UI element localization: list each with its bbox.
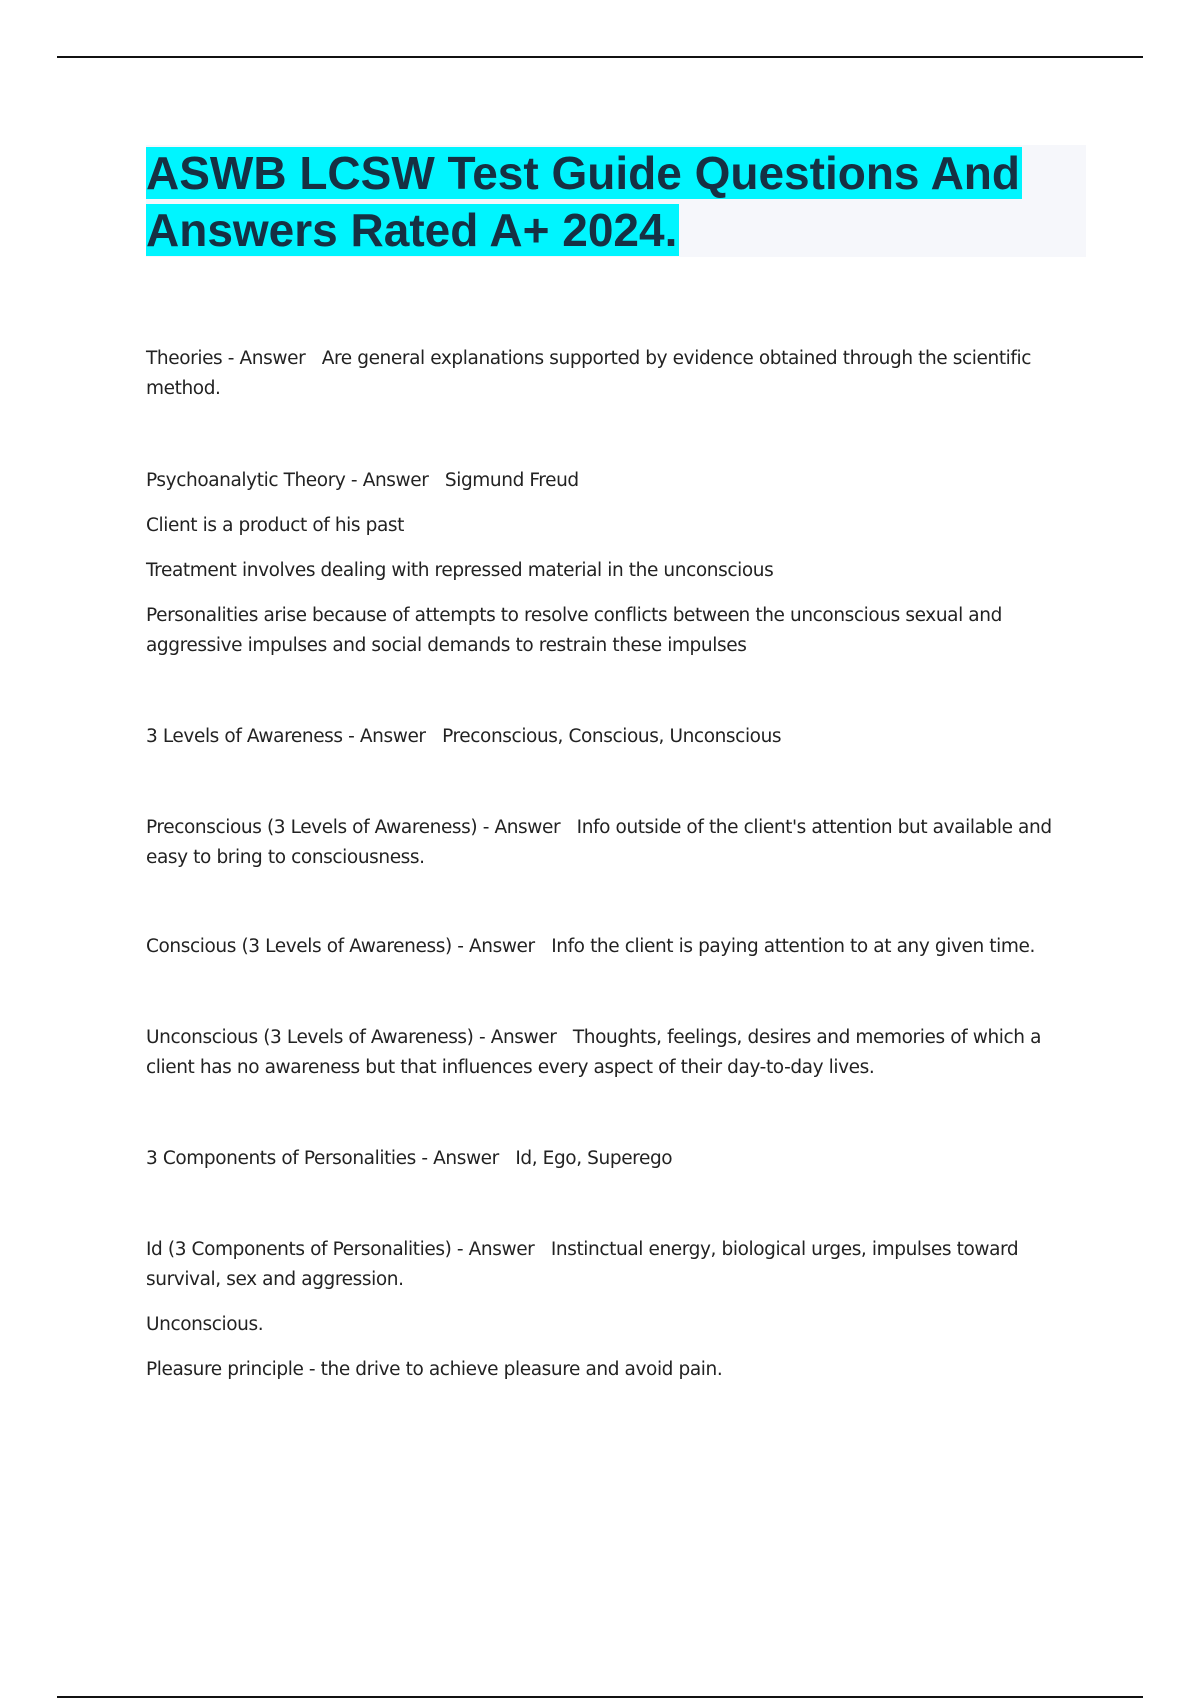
qa-entry-components-of-personalities	[146, 1144, 1066, 1174]
top-rule	[57, 56, 1143, 58]
note-line-pleasure-principle: Pleasure principle - the drive to achieve pleasure and avoid pain.	[146, 1359, 723, 1380]
title-line-2: Answers Rated A+ 2024.	[146, 204, 678, 256]
entry-separator: - Answer	[342, 726, 443, 747]
entry-separator: - Answer	[473, 1027, 573, 1048]
entry-answer: Preconscious, Conscious, Unconscious	[442, 726, 782, 747]
note-line-past: Client is a product of his past	[146, 515, 405, 536]
entry-term: Preconscious (3 Levels of Awareness)	[146, 817, 478, 838]
note-line-treatment: Treatment involves dealing with repressed material in the unconscious	[146, 560, 774, 581]
title-line-1: ASWB LCSW Test Guide Questions And	[146, 147, 1020, 199]
entry-separator: - Answer	[451, 936, 552, 957]
entry-answer: Sigmund Freud	[444, 470, 579, 491]
qa-entry-conscious	[146, 932, 1066, 962]
entry-separator: - Answer	[222, 348, 322, 369]
qa-entry-levels-of-awareness	[146, 722, 1066, 752]
entry-answer: Info outside of the client's attention but available and easy to bring to consciousness.	[146, 817, 1052, 868]
entry-answer: Are general explanations supported by evidence obtained through the scientific method.	[146, 348, 1032, 399]
entry-term: 3 Levels of Awareness	[146, 726, 343, 747]
qa-entry-id	[146, 1235, 1066, 1295]
entry-separator: - Answer	[451, 1239, 551, 1260]
entry-separator: - Answer	[415, 1148, 516, 1169]
note-line-unconscious: Unconscious.	[146, 1314, 264, 1335]
entry-separator: - Answer	[345, 470, 445, 491]
entry-term: Theories	[146, 348, 223, 369]
qa-entry-theories	[146, 344, 1066, 404]
entry-term: Conscious (3 Levels of Awareness)	[146, 936, 452, 957]
qa-entry-unconscious	[146, 1023, 1066, 1083]
note-line-personalities: Personalities arise because of attempts to resolve conflicts between the unconscious sexual and aggressive impulses and social demands to restrain these impulses	[146, 605, 1002, 656]
qa-entry-psychoanalytic-theory	[146, 466, 1066, 496]
document-title	[146, 145, 1106, 259]
entry-answer: Thoughts, feelings, desires and memories of which a client has no awareness but that influences every aspect of their day-to-day lives.	[146, 1027, 1042, 1078]
entry-answer: Id, Ego, Superego	[515, 1148, 673, 1169]
entry-answer: Info the client is paying attention to at any given time.	[551, 936, 1035, 957]
entry-term: Psychoanalytic Theory	[146, 470, 346, 491]
entry-answer: Instinctual energy, biological urges, impulses toward survival, sex and aggression.	[146, 1239, 1019, 1290]
bottom-rule	[57, 1696, 1143, 1698]
entry-separator: - Answer	[477, 817, 577, 838]
entry-term: Id (3 Components of Personalities)	[146, 1239, 452, 1260]
entry-term: 3 Components of Personalities	[146, 1148, 416, 1169]
qa-entry-preconscious	[146, 813, 1066, 873]
entry-term: Unconscious (3 Levels of Awareness)	[146, 1027, 474, 1048]
